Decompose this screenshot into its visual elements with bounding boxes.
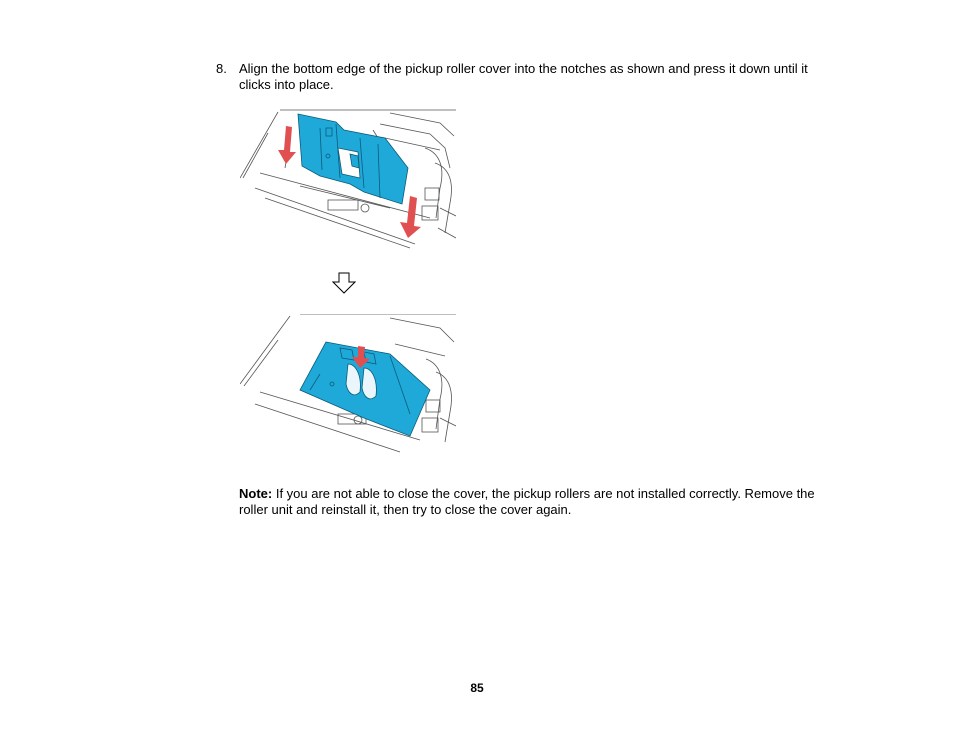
note-label: Note:: [239, 486, 273, 501]
roller-cover-installed-illustration: [240, 314, 456, 456]
page-number: 85: [470, 681, 484, 695]
step-number: 8.: [216, 61, 227, 76]
step-instruction: Align the bottom edge of the pickup roller cover into the notches as shown and press it down until it clicks into place.: [239, 61, 808, 92]
note-text: If you are not able to close the cover, the pickup rollers are not installed correctly. Remove the roller unit and reinstall it, then try to close the cover again.: [239, 486, 815, 517]
note: [239, 486, 839, 518]
down-arrow-icon: [332, 272, 356, 294]
roller-cover-aligning-illustration: [240, 108, 456, 250]
